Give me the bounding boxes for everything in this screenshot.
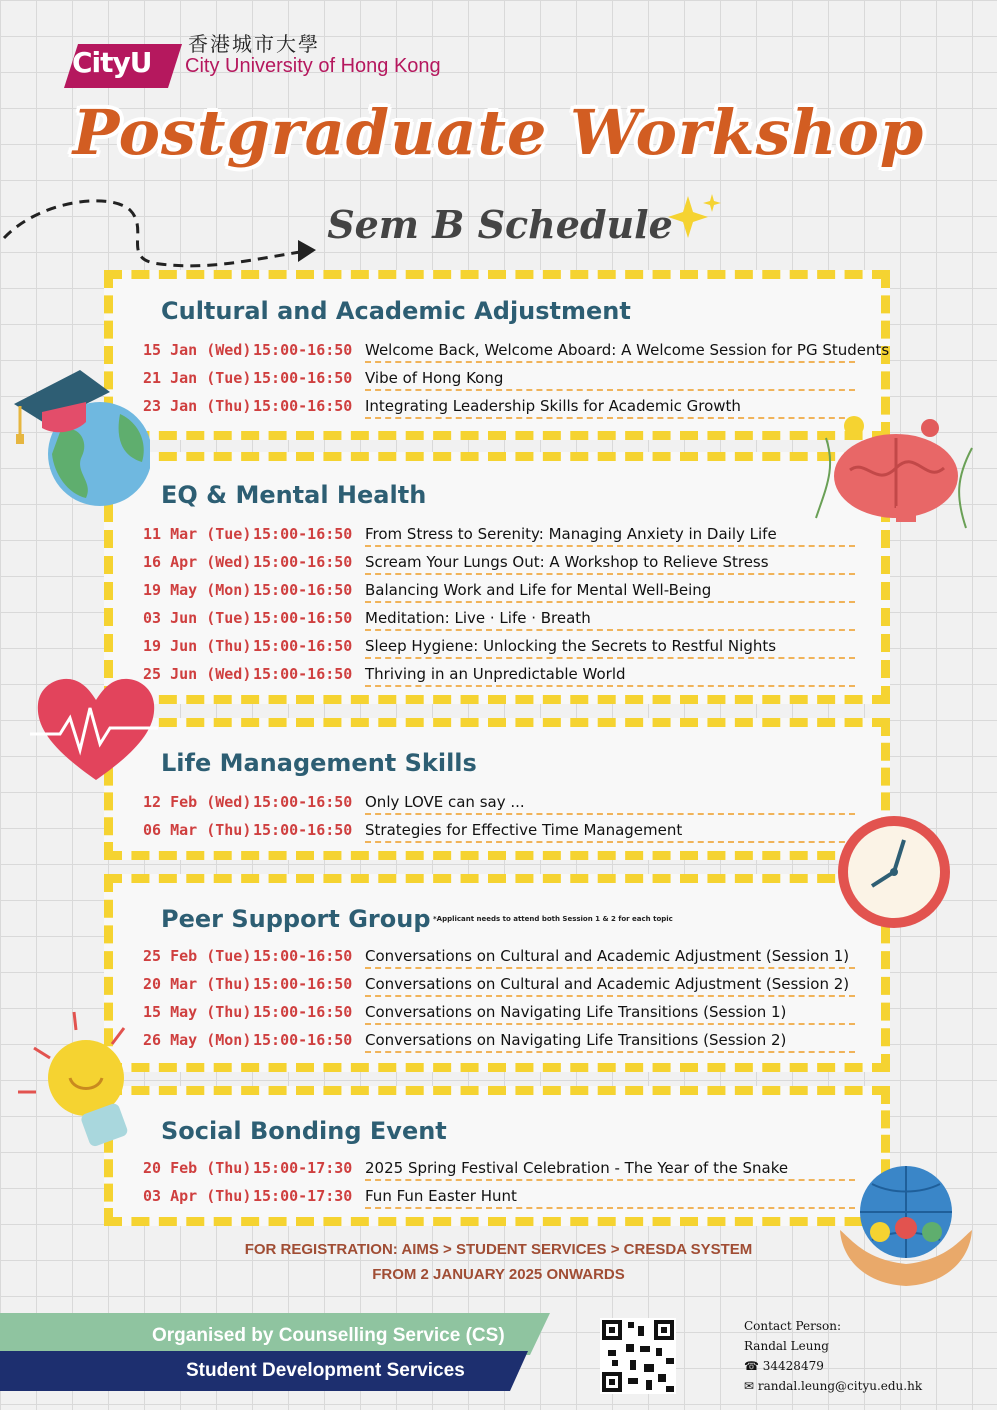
registration-path: FOR REGISTRATION: AIMS > STUDENT SERVICES > CRESDA SYSTEM bbox=[244, 1241, 753, 1258]
dotted-underline bbox=[365, 601, 855, 603]
lightbulb-icon bbox=[14, 1008, 144, 1156]
session-title: Welcome Back, Welcome Aboard: A Welcome Session for PG Students bbox=[365, 341, 890, 359]
session-title: Conversations on Navigating Life Transitions (Session 2) bbox=[365, 1031, 787, 1049]
section-heading: Life Management Skills bbox=[161, 749, 477, 777]
session-title: Sleep Hygiene: Unlocking the Secrets to Restful Nights bbox=[365, 637, 777, 655]
session-date: 26 May (Mon) bbox=[143, 1031, 252, 1049]
session-title: Thriving in an Unpredictable World bbox=[365, 665, 626, 683]
dotted-underline bbox=[365, 657, 855, 659]
session-time: 15:00-16:50 bbox=[253, 553, 353, 571]
dotted-underline bbox=[365, 545, 855, 547]
schedule-row bbox=[137, 791, 857, 815]
session-time: 15:00-16:50 bbox=[253, 793, 353, 811]
sparkle-icon bbox=[664, 190, 728, 246]
schedule-row bbox=[137, 395, 857, 419]
session-title: Fun Fun Easter Hunt bbox=[365, 1187, 517, 1205]
session-title: Strategies for Effective Time Management bbox=[365, 821, 683, 839]
dotted-underline bbox=[365, 1051, 855, 1053]
schedule-row bbox=[137, 663, 857, 687]
session-title: Meditation: Live · Life · Breath bbox=[365, 609, 591, 627]
session-title: Conversations on Cultural and Academic Adjustment (Session 1) bbox=[365, 947, 850, 965]
dotted-underline bbox=[365, 629, 855, 631]
session-time: 15:00-16:50 bbox=[253, 369, 353, 387]
contact-name: Randal Leung bbox=[744, 1339, 829, 1353]
qr-code-icon[interactable] bbox=[600, 1318, 676, 1394]
page-subtitle: Sem B Schedule bbox=[327, 202, 673, 247]
session-time: 15:00-16:50 bbox=[253, 581, 353, 599]
session-time: 15:00-16:50 bbox=[253, 525, 353, 543]
session-time: 15:00-16:50 bbox=[253, 609, 353, 627]
dotted-underline bbox=[365, 417, 855, 419]
session-title: Balancing Work and Life for Mental Well-Being bbox=[365, 581, 712, 599]
phone-icon: ☎ bbox=[744, 1359, 763, 1373]
session-title: Conversations on Navigating Life Transitions (Session 1) bbox=[365, 1003, 787, 1021]
university-name-cn: 香港城市大學 bbox=[188, 32, 320, 56]
brain-flowers-icon bbox=[806, 398, 988, 540]
session-title: Only LOVE can say ... bbox=[365, 793, 525, 811]
contact-phone: 34428479 bbox=[762, 1359, 824, 1373]
logo-text: CityU bbox=[72, 46, 152, 79]
dotted-underline bbox=[365, 389, 855, 391]
session-date: 03 Jun (Tue) bbox=[143, 609, 252, 627]
schedule-row bbox=[137, 339, 890, 363]
section-heading: Social Bonding Event bbox=[161, 1117, 447, 1145]
dotted-underline bbox=[365, 967, 855, 969]
contact-block bbox=[744, 1316, 922, 1396]
contact-phone-row bbox=[744, 1356, 922, 1376]
session-time: 15:00-16:50 bbox=[253, 397, 353, 415]
clock-icon bbox=[832, 810, 956, 934]
session-time: 15:00-16:50 bbox=[253, 975, 353, 993]
session-date: 25 Feb (Tue) bbox=[143, 947, 252, 965]
schedule-row bbox=[137, 945, 857, 969]
contact-label: Contact Person: bbox=[744, 1319, 841, 1333]
session-title: Vibe of Hong Kong bbox=[365, 369, 504, 387]
section-heading: EQ & Mental Health bbox=[161, 481, 427, 509]
dotted-underline bbox=[365, 1207, 855, 1209]
section-life-management bbox=[104, 718, 890, 860]
schedule-row bbox=[137, 1029, 857, 1053]
session-time: 15:00-17:30 bbox=[253, 1159, 353, 1177]
session-date: 12 Feb (Wed) bbox=[143, 793, 252, 811]
contact-email[interactable]: randal.leung@cityu.edu.hk bbox=[757, 1379, 923, 1393]
dotted-underline bbox=[365, 841, 855, 843]
schedule-row bbox=[137, 635, 857, 659]
schedule-row bbox=[137, 579, 857, 603]
dotted-underline bbox=[365, 1023, 855, 1025]
email-icon: ✉ bbox=[744, 1379, 758, 1393]
schedule-row bbox=[137, 973, 857, 997]
section-eq-mental-health bbox=[104, 452, 890, 704]
session-date: 03 Apr (Thu) bbox=[143, 1187, 252, 1205]
dashed-arrow-icon bbox=[0, 190, 320, 280]
schedule-row bbox=[137, 523, 857, 547]
session-date: 16 Apr (Wed) bbox=[143, 553, 252, 571]
session-time: 15:00-17:30 bbox=[253, 1187, 353, 1205]
schedule-row bbox=[137, 367, 857, 391]
session-title: 2025 Spring Festival Celebration - The Year of the Snake bbox=[365, 1159, 789, 1177]
section-peer-support bbox=[104, 874, 890, 1072]
section-social-bonding bbox=[104, 1086, 890, 1226]
session-date: 20 Feb (Thu) bbox=[143, 1159, 252, 1177]
session-time: 15:00-16:50 bbox=[253, 637, 353, 655]
heart-heartbeat-icon bbox=[30, 668, 160, 788]
section-cultural-academic bbox=[104, 270, 890, 440]
dotted-underline bbox=[365, 1179, 855, 1181]
session-time: 15:00-16:50 bbox=[253, 1031, 353, 1049]
attendance-note: *Applicant needs to attend both Session 1 & 2 for each topic bbox=[433, 915, 673, 923]
schedule-row bbox=[137, 607, 857, 631]
session-title: Integrating Leadership Skills for Academic Growth bbox=[365, 397, 741, 415]
session-date: 15 Jan (Wed) bbox=[143, 341, 252, 359]
schedule-row bbox=[137, 1001, 857, 1025]
dotted-underline bbox=[365, 361, 855, 363]
session-time: 15:00-16:50 bbox=[253, 821, 353, 839]
organiser-text: Organised by Counselling Service (CS) bbox=[152, 1325, 505, 1346]
session-date: 11 Mar (Tue) bbox=[143, 525, 252, 543]
dotted-underline bbox=[365, 573, 855, 575]
dotted-underline bbox=[365, 685, 855, 687]
page-title: Postgraduate Workshop bbox=[72, 96, 925, 169]
section-heading: Peer Support Group bbox=[161, 905, 431, 933]
schedule-row bbox=[137, 1157, 857, 1181]
session-title: From Stress to Serenity: Managing Anxiety in Daily Life bbox=[365, 525, 777, 543]
section-heading: Cultural and Academic Adjustment bbox=[161, 297, 631, 325]
session-time: 15:00-16:50 bbox=[253, 341, 353, 359]
session-date: 21 Jan (Tue) bbox=[143, 369, 252, 387]
session-date: 23 Jan (Thu) bbox=[143, 397, 252, 415]
session-date: 19 Jun (Thu) bbox=[143, 637, 252, 655]
session-date: 06 Mar (Thu) bbox=[143, 821, 252, 839]
session-date: 19 May (Mon) bbox=[143, 581, 252, 599]
session-time: 15:00-16:50 bbox=[253, 665, 353, 683]
session-date: 20 Mar (Thu) bbox=[143, 975, 252, 993]
session-title: Conversations on Cultural and Academic Adjustment (Session 2) bbox=[365, 975, 850, 993]
schedule-row bbox=[137, 1185, 857, 1209]
registration-date: FROM 2 JANUARY 2025 ONWARDS bbox=[372, 1266, 625, 1283]
session-time: 15:00-16:50 bbox=[253, 947, 353, 965]
graduation-globe-icon bbox=[10, 362, 150, 510]
session-title: Scream Your Lungs Out: A Workshop to Relieve Stress bbox=[365, 553, 769, 571]
session-date: 15 May (Thu) bbox=[143, 1003, 252, 1021]
schedule-row bbox=[137, 819, 857, 843]
department-text: Student Development Services bbox=[186, 1360, 465, 1381]
schedule-row bbox=[137, 551, 857, 575]
dotted-underline bbox=[365, 813, 855, 815]
session-time: 15:00-16:50 bbox=[253, 1003, 353, 1021]
dotted-underline bbox=[365, 995, 855, 997]
contact-email-row[interactable] bbox=[744, 1376, 922, 1396]
university-name-en: City University of Hong Kong bbox=[185, 55, 441, 77]
session-date: 25 Jun (Wed) bbox=[143, 665, 252, 683]
